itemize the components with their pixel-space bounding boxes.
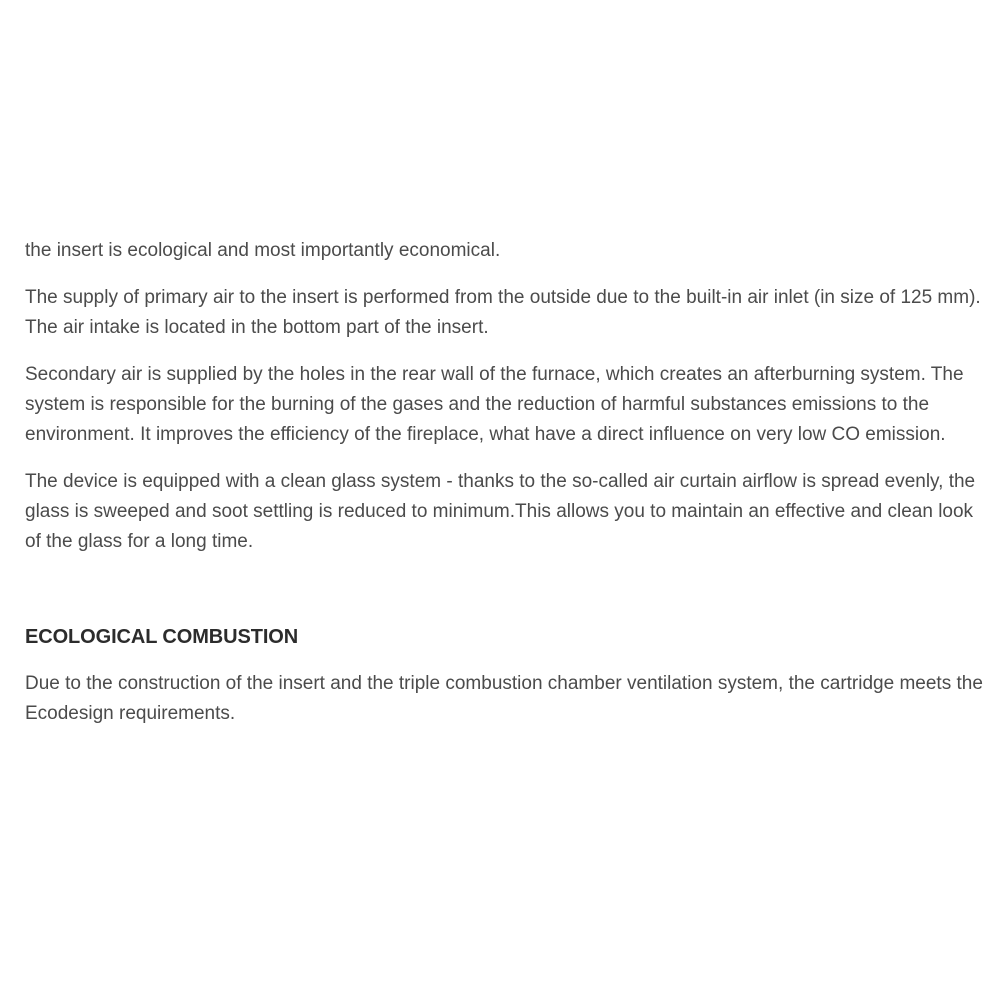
section-heading-ecological-combustion: ECOLOGICAL COMBUSTION	[25, 626, 299, 648]
paragraph-economical: the insert is ecological and most importantly economical.	[25, 240, 501, 261]
description-text-block	[25, 0, 985, 746]
paragraph-primary-air: The supply of primary air to the insert is performed from the outside due to the built-in air inlet (in size of 125 mm). The air intake is located in the bottom part of the insert.	[25, 287, 981, 338]
paragraph-clean-glass: The device is equipped with a clean glass system - thanks to the so-called air curtain airflow is spread evenly, the glass is sweeped and soot settling is reduced to minimum.This allows you to maintain an effective and clean look of the glass for a long time.	[25, 471, 976, 552]
paragraph-ecodesign: Due to the construction of the insert and the triple combustion chamber ventilation system, the cartridge meets the Ecodesign requirements.	[25, 673, 983, 724]
paragraph-secondary-air: Secondary air is supplied by the holes in the rear wall of the furnace, which creates an afterburning system. The system is responsible for the burning of the gases and the reduction of harmful substances emissions to the environment. It improves the efficiency of the fireplace, what have a direct influence on very low CO emission.	[25, 364, 964, 445]
